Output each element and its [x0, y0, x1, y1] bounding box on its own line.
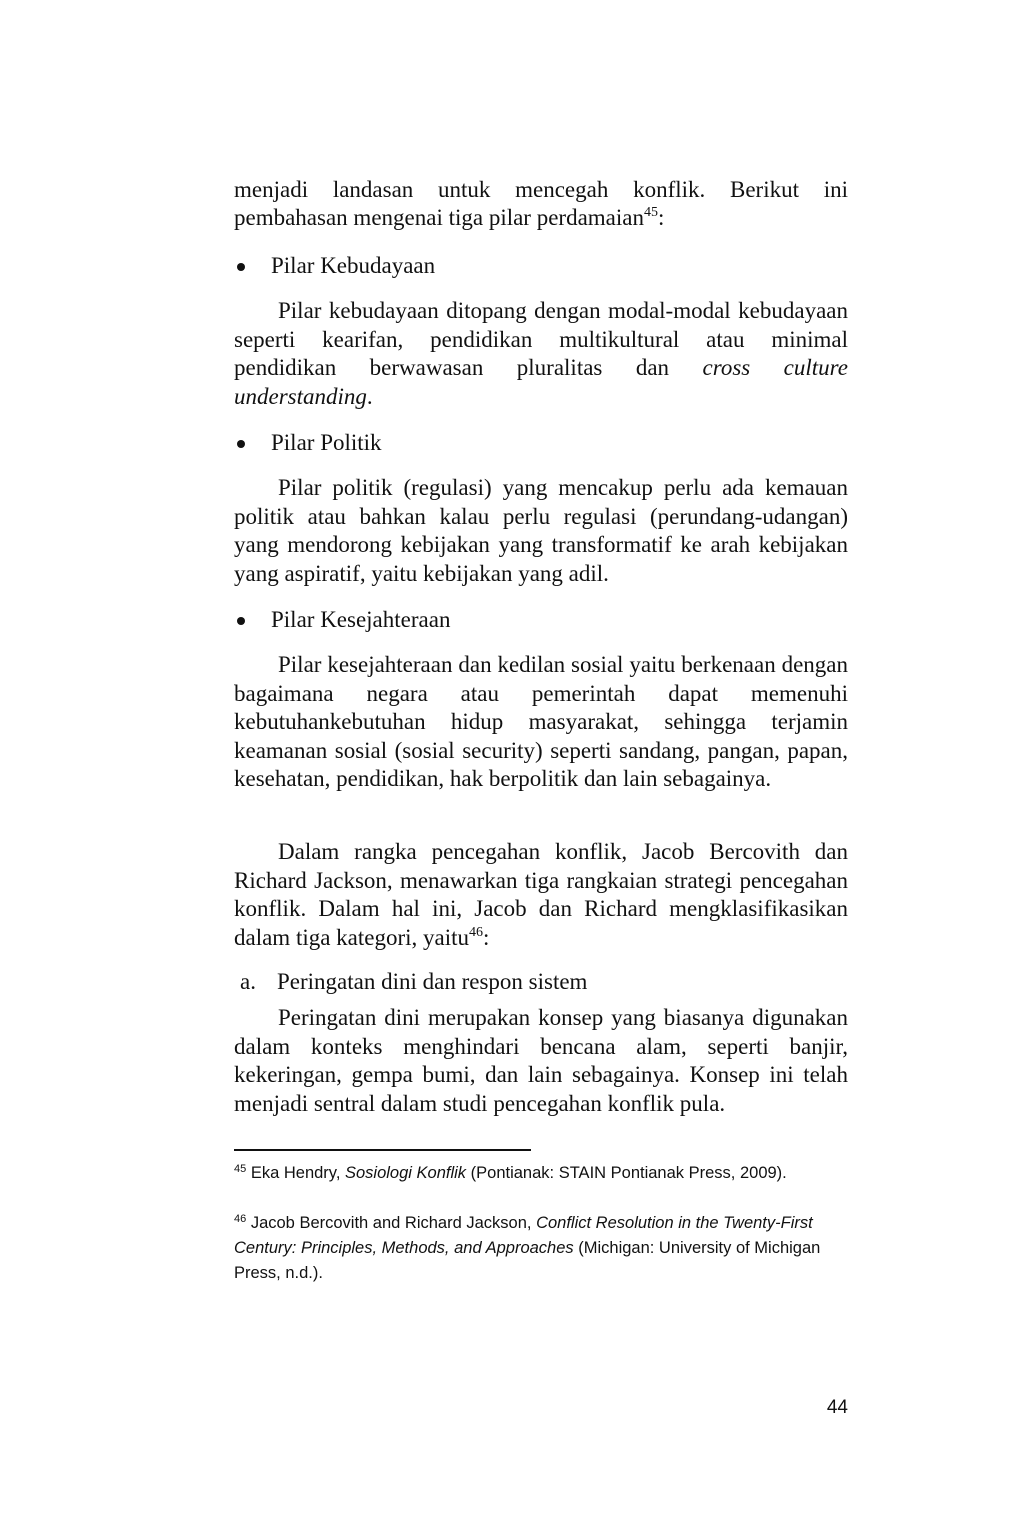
strategy-paragraph: [234, 838, 848, 952]
bullet-icon: [237, 617, 245, 625]
bullet-icon: [237, 263, 245, 271]
pillar-title-politik: Pilar Politik: [271, 430, 382, 455]
list-marker-a: a.: [240, 969, 256, 994]
footnote-number-46: 46: [234, 1213, 247, 1225]
intro-line-2: [234, 204, 848, 233]
footnote-46: [234, 1211, 848, 1286]
pillar-text-kebudayaan: Pilar kebudayaan ditopang dengan modal-modal kebudayaan seperti kearifan, pendidikan multikultural atau minimal pendidikan berwawasan pluralitas dan: [234, 298, 848, 380]
intro-line-2-colon: :: [658, 205, 665, 230]
pillar-paragraph-politik: [234, 474, 848, 588]
bullet-icon: [237, 440, 245, 448]
item-a-paragraph: [234, 1004, 848, 1118]
footnote-45-title: Sosiologi Konflik: [344, 1164, 467, 1182]
footnote-45-publication: (Pontianak: STAIN Pontianak Press, 2009).: [466, 1164, 787, 1182]
pillar-title-kebudayaan: Pilar Kebudayaan: [271, 253, 436, 278]
pillar-paragraph-kesejahteraan: [234, 651, 848, 794]
pillar-text-politik: Pilar politik (regulasi) yang mencakup perlu ada kemauan politik atau bahkan kalau perlu regulasi (perundang-udangan) yang mendorong kebijakan yang transformatif ke arah kebijakan yang aspiratif, yaitu kebijakan yang adil.: [234, 475, 848, 586]
footnote-46-title: Conflict Resolution in the Twenty-First Century: Principles, Methods, and Approaches: [234, 1214, 813, 1257]
list-item-a-title: Peringatan dini dan respon sistem: [277, 969, 588, 994]
intro-line-2-text: pembahasan mengenai tiga pilar perdamaian: [234, 205, 644, 230]
footnote-separator: [234, 1149, 531, 1151]
pillar-text-kesejahteraan: Pilar kesejahteraan dan kedilan sosial yaitu berkenaan dengan bagaimana negara atau pemerintah dapat memenuhi kebutuhankebutuhan hidup masyarakat, sehingga terjamin keamanan sosial (sosial security) seperti sandang, pangan, papan, kesehatan, pendidikan, hak berpolitik dan lain sebagainya.: [234, 652, 848, 791]
footnote-ref-46[interactable]: 46: [469, 924, 484, 940]
footnote-45-text: Eka Hendry,: [246, 1164, 345, 1182]
strategy-text: Dalam rangka pencegahan konflik, Jacob Bercovith dan Richard Jackson, menawarkan tiga rangkaian strategi pencegahan konflik. Dalam hal ini, Jacob dan Richard mengklasifikasikan dalam tiga kategori, yaitu: [234, 839, 848, 950]
pillar-title-kesejahteraan: Pilar Kesejahteraan: [271, 607, 451, 632]
pillar-paragraph-kebudayaan: [234, 297, 848, 411]
footnote-ref-45[interactable]: 45: [644, 205, 658, 220]
footnote-number-45: 45: [234, 1163, 247, 1175]
intro-line-1: [234, 176, 848, 205]
pillar-italic-term: cross culture understanding: [234, 355, 848, 409]
footnote-45: [234, 1161, 848, 1186]
strategy-colon: :: [483, 924, 490, 950]
footnote-46-text: Jacob Bercovith and Richard Jackson,: [246, 1214, 537, 1232]
item-a-text: Peringatan dini merupakan konsep yang biasanya digunakan dalam konteks menghindari bencana alam, seperti banjir, kekeringan, gempa bumi, dan lain sebagainya. Konsep ini telah menjadi sentral dalam studi pencegahan konflik pula.: [234, 1005, 848, 1116]
intro-line-1-text: menjadi landasan untuk mencegah konflik. Berikut ini: [234, 177, 848, 202]
pillar-text-end: .: [366, 383, 373, 409]
page-number: 44: [826, 1397, 848, 1418]
footnote-46-publication: (Michigan: University of Michigan Press, n.d.).: [234, 1239, 821, 1282]
